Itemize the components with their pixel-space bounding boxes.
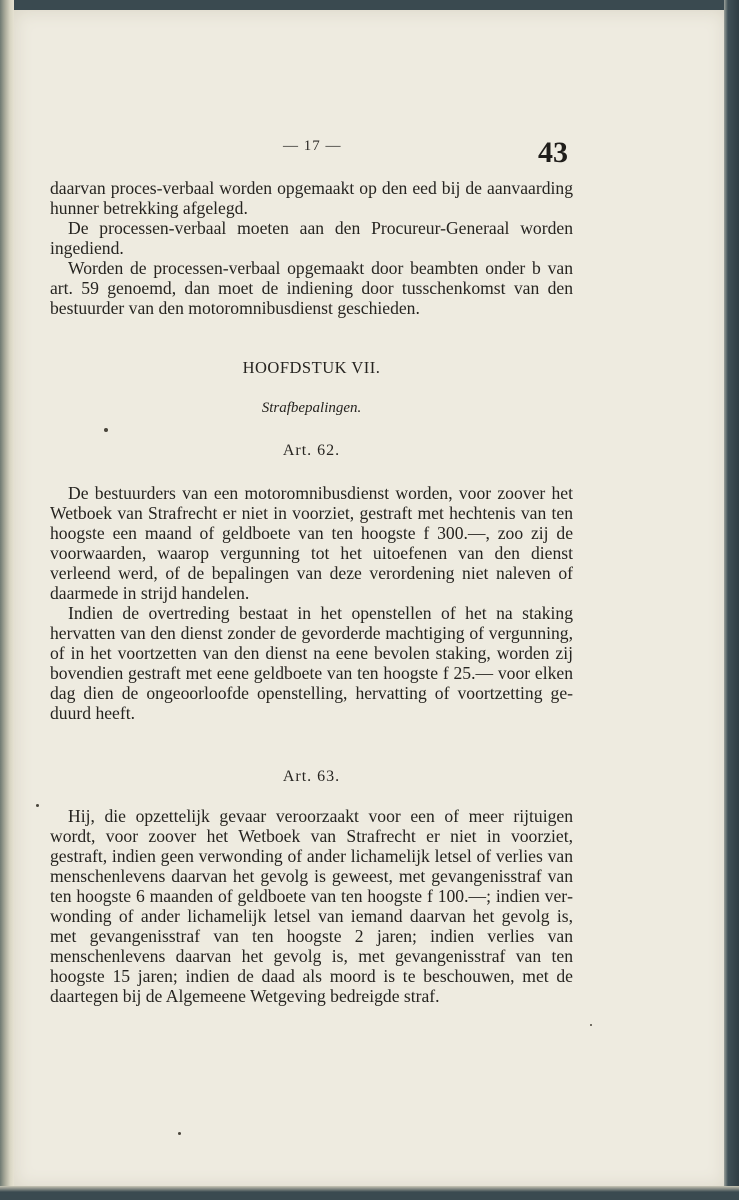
opening-paragraphs	[50, 178, 573, 318]
paper-speck	[178, 1132, 181, 1135]
paragraph: Worden de processen-verbaal opgemaakt door beambten onder b van art. 59 genoemd, dan moet de indiening door tusschenkomst van den bestuurder van den motoromnibusdienst geschieden.	[50, 258, 573, 318]
scan-right-edge	[724, 0, 739, 1200]
paper-speck	[104, 428, 108, 432]
article-62-heading: Art. 62.	[282, 442, 341, 459]
paper-speck	[36, 804, 39, 807]
paragraph: Hij, die opzettelijk gevaar veroorzaakt voor een of meer rijtuigen wordt, voor zoover het Wetboek van Strafrecht er niet in voorziet, gestraft, indien geen verwonding of ander lichamelijk letsel of verlies van menschenlevens daarvan het gevolg is geweest, met gevangenisstraf van ten hoogste 6 maanden of geldboete van ten hoogste f 100.—; indien verwonding of ander lichamelijk letsel van iemand daarvan het gevolg is, met gevangenisstraf van ten hoogste 2 jaren; indien verlies van menschenlevens daarvan het gevolg is, met gevangenisstraf van ten hoogste 15 jaren; indien de daad als moord is te beschouwen, met de daartegen bij de Algemeene Wetgeving bedreigde straf.	[50, 806, 573, 1006]
paragraph: De processen-verbaal moeten aan den Procureur-Generaal worden ingediend.	[50, 218, 573, 258]
paragraph: De bestuurders van een motoromnibusdienst worden, voor zoover het Wetboek van Strafrecht er niet in voorziet, gestraft met hechtenis van ten hoogste een maand of geldboete van ten hoogste f 300.—, zoo zij de voorwaarden, waarop vergunning tot het uitoefenen van den dienst verleend werd, of de bepalingen van deze verordening niet naleven of daarmede in strijd handelen.	[50, 483, 573, 603]
chapter-heading: HOOFDSTUK VII.	[242, 358, 381, 377]
scan-bottom-edge	[0, 1186, 739, 1200]
chapter-subheading: Strafbepalingen.	[261, 400, 362, 416]
article-63-heading: Art. 63.	[282, 768, 341, 785]
paragraph: daarvan proces-verbaal worden opgemaakt op den eed bij de aanvaarding hunner betrekking afgelegd.	[50, 178, 573, 218]
paragraph: Indien de overtreding bestaat in het openstellen of het na staking hervatten van den dienst zonder de gevorderde machtiging of vergunning, of in het voortzetten van den dienst na eene bevolen staking, worden zij bovendien gestraft met eene geldboete van ten hoogste f 25.— voor elken dag dien de ongeoorloofde openstelling, hervatting of voortzetting geduurd heeft.	[50, 603, 573, 723]
article-62-body	[50, 483, 573, 723]
article-63-body	[50, 806, 573, 1006]
scan-left-edge	[0, 0, 14, 1200]
paper-speck	[590, 1024, 592, 1026]
folio-number: 43	[538, 136, 568, 169]
running-page-number: — 17 —	[283, 138, 342, 154]
